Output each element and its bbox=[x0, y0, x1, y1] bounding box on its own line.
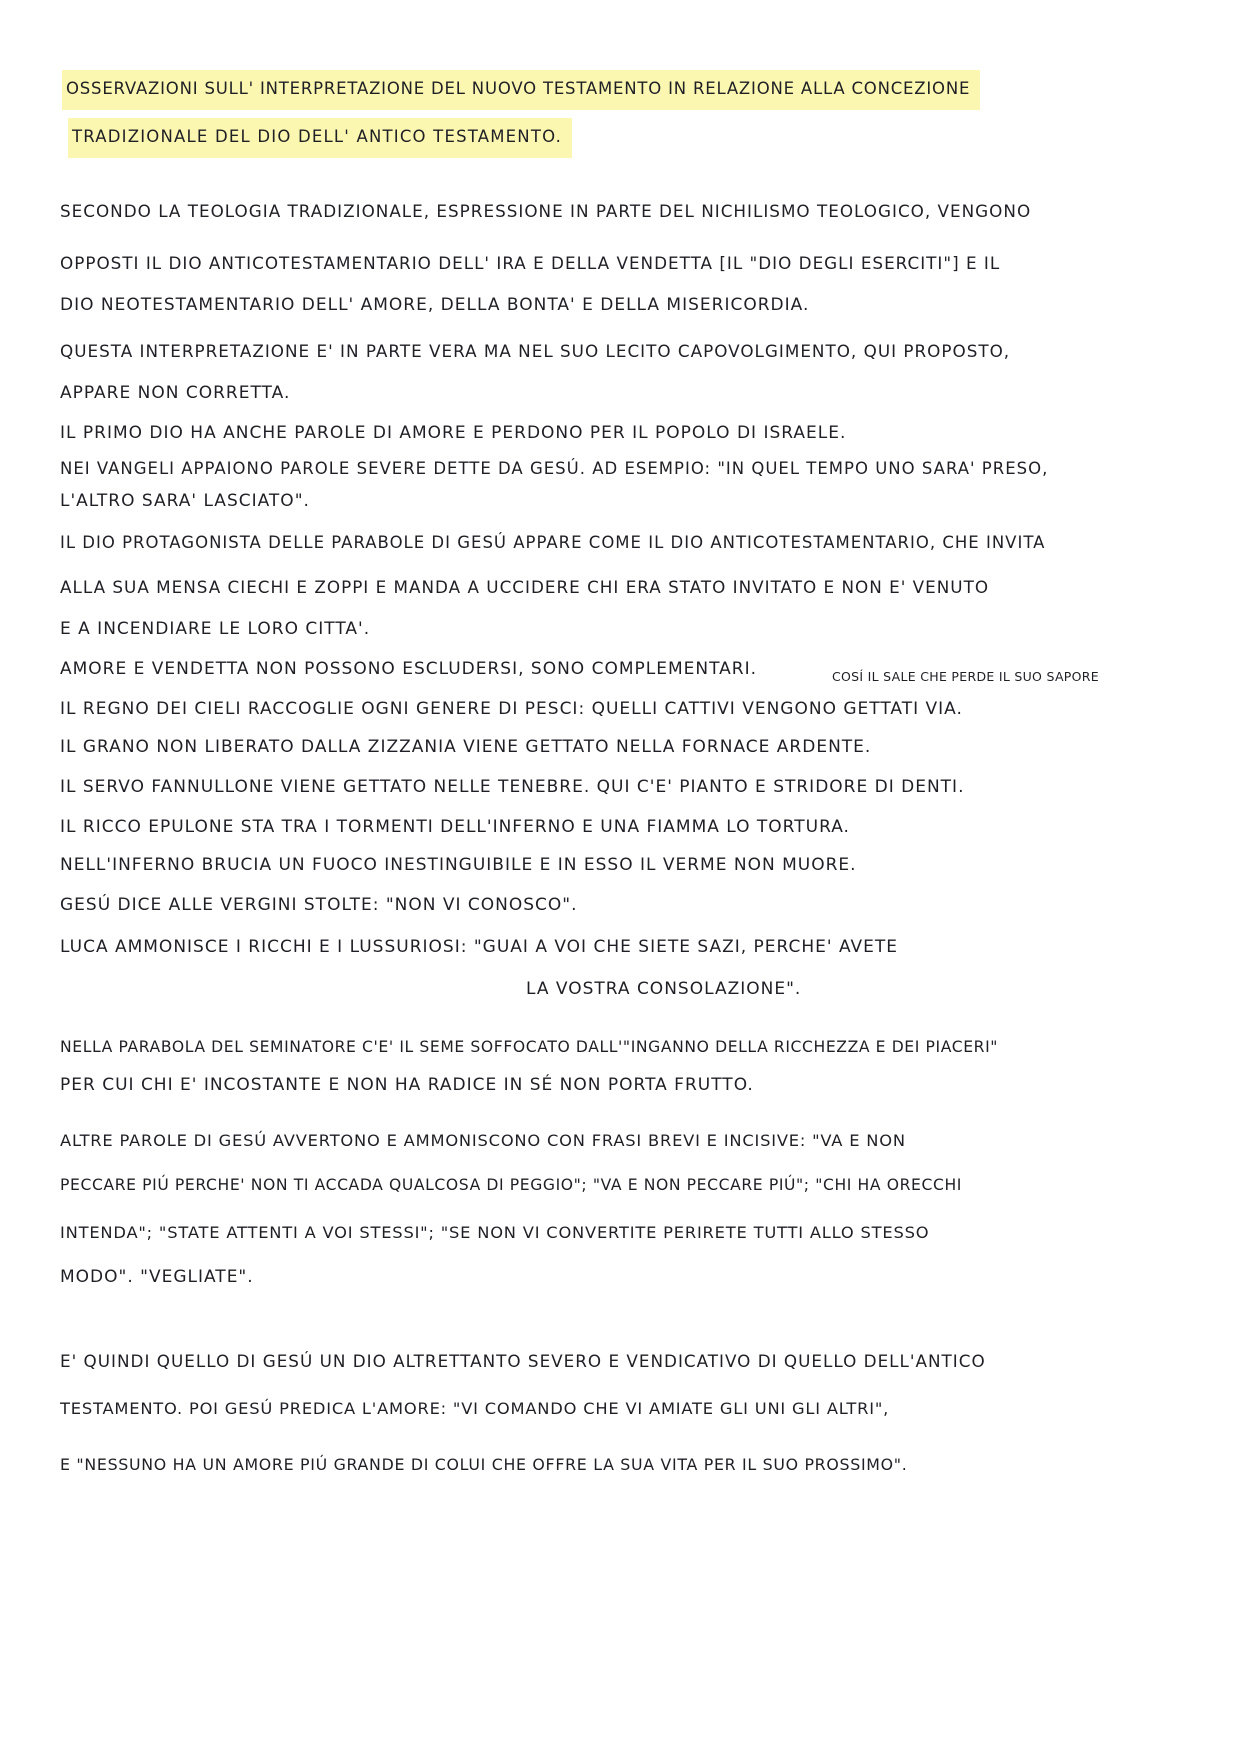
text-line-29: E "NESSUNO HA UN AMORE PIÚ GRANDE DI COLUI CHE OFFRE LA SUA VITA PER IL SUO PROSSIMO". bbox=[60, 1455, 908, 1474]
text-line-27: E' QUINDI QUELLO DI GESÚ UN DIO ALTRETTANTO SEVERO E VENDICATIVO DI QUELLO DELL'ANTICO bbox=[60, 1351, 986, 1371]
text-line-12: AMORE E VENDETTA NON POSSONO ESCLUDERSI, SONO COMPLEMENTARI. bbox=[60, 659, 758, 679]
text-line-24: PECCARE PIÚ PERCHE' NON TI ACCADA QUALCOSA DI PEGGIO"; "VA E NON PECCARE PIÚ"; "CHI HA ORECCHI bbox=[60, 1176, 962, 1194]
text-line-22: PER CUI CHI E' INCOSTANTE E NON HA RADICE IN SÉ NON PORTA FRUTTO. bbox=[60, 1075, 754, 1095]
title-line-1: OSSERVAZIONI SULL' INTERPRETAZIONE DEL NUOVO TESTAMENTO IN RELAZIONE ALLA CONCEZIONE bbox=[62, 70, 980, 110]
text-line-8: L'ALTRO SARA' LASCIATO". bbox=[60, 491, 310, 511]
text-line-10: ALLA SUA MENSA CIECHI E ZOPPI E MANDA A UCCIDERE CHI ERA STATO INVITATO E NON E' VENUTO bbox=[60, 577, 990, 597]
text-line-26: MODO". "VEGLIATE". bbox=[60, 1267, 254, 1287]
text-line-1: SECONDO LA TEOLOGIA TRADIZIONALE, ESPRESSIONE IN PARTE DEL NICHILISMO TEOLOGICO, VENGONO bbox=[60, 201, 1032, 221]
text-line-5: APPARE NON CORRETTA. bbox=[60, 383, 291, 403]
text-line-3: DIO NEOTESTAMENTARIO DELL' AMORE, DELLA BONTA' E DELLA MISERICORDIA. bbox=[60, 295, 810, 315]
margin-note: COSÍ IL SALE CHE PERDE IL SUO SAPORE bbox=[832, 669, 1099, 684]
text-line-19: LUCA AMMONISCE I RICCHI E I LUSSURIOSI: "GUAI A VOI CHE SIETE SAZI, PERCHE' AVETE bbox=[60, 937, 899, 957]
text-line-17: NELL'INFERNO BRUCIA UN FUOCO INESTINGUIBILE E IN ESSO IL VERME NON MUORE. bbox=[60, 855, 857, 875]
text-line-20: LA VOSTRA CONSOLAZIONE". bbox=[526, 979, 802, 999]
text-line-15: IL SERVO FANNULLONE VIENE GETTATO NELLE TENEBRE. QUI C'E' PIANTO E STRIDORE DI DENTI. bbox=[60, 777, 965, 797]
text-line-11: E A INCENDIARE LE LORO CITTA'. bbox=[60, 619, 371, 639]
text-line-28: TESTAMENTO. POI GESÚ PREDICA L'AMORE: "VI COMANDO CHE VI AMIATE GLI UNI GLI ALTRI", bbox=[60, 1399, 890, 1418]
title-line-2: TRADIZIONALE DEL DIO DELL' ANTICO TESTAMENTO. bbox=[68, 118, 572, 158]
text-line-7: NEI VANGELI APPAIONO PAROLE SEVERE DETTE DA GESÚ. AD ESEMPIO: "IN QUEL TEMPO UNO SARA' PRESO, bbox=[60, 459, 1049, 478]
text-line-2: OPPOSTI IL DIO ANTICOTESTAMENTARIO DELL' IRA E DELLA VENDETTA [IL "DIO DEGLI ESERCITI"] E IL bbox=[60, 253, 1001, 273]
text-line-4: QUESTA INTERPRETAZIONE E' IN PARTE VERA MA NEL SUO LECITO CAPOVOLGIMENTO, QUI PROPOSTO, bbox=[60, 341, 1011, 361]
text-line-6: IL PRIMO DIO HA ANCHE PAROLE DI AMORE E PERDONO PER IL POPOLO DI ISRAELE. bbox=[60, 423, 847, 443]
text-line-23: ALTRE PAROLE DI GESÚ AVVERTONO E AMMONISCONO CON FRASI BREVI E INCISIVE: "VA E NON bbox=[60, 1131, 906, 1150]
text-line-13: IL REGNO DEI CIELI RACCOGLIE OGNI GENERE DI PESCI: QUELLI CATTIVI VENGONO GETTATI VIA. bbox=[60, 699, 963, 719]
text-line-14: IL GRANO NON LIBERATO DALLA ZIZZANIA VIENE GETTATO NELLA FORNACE ARDENTE. bbox=[60, 737, 872, 757]
text-line-9: IL DIO PROTAGONISTA DELLE PARABOLE DI GESÚ APPARE COME IL DIO ANTICOTESTAMENTARIO, CHE INVITA bbox=[60, 533, 1046, 552]
text-line-18: GESÚ DICE ALLE VERGINI STOLTE: "NON VI CONOSCO". bbox=[60, 895, 578, 915]
text-line-16: IL RICCO EPULONE STA TRA I TORMENTI DELL'INFERNO E UNA FIAMMA LO TORTURA. bbox=[60, 817, 850, 837]
text-line-25: INTENDA"; "STATE ATTENTI A VOI STESSI"; "SE NON VI CONVERTITE PERIRETE TUTTI ALLO STESSO bbox=[60, 1223, 930, 1242]
text-line-21: NELLA PARABOLA DEL SEMINATORE C'E' IL SEME SOFFOCATO DALL'"INGANNO DELLA RICCHEZZA E DEI PIACERI" bbox=[60, 1038, 999, 1056]
